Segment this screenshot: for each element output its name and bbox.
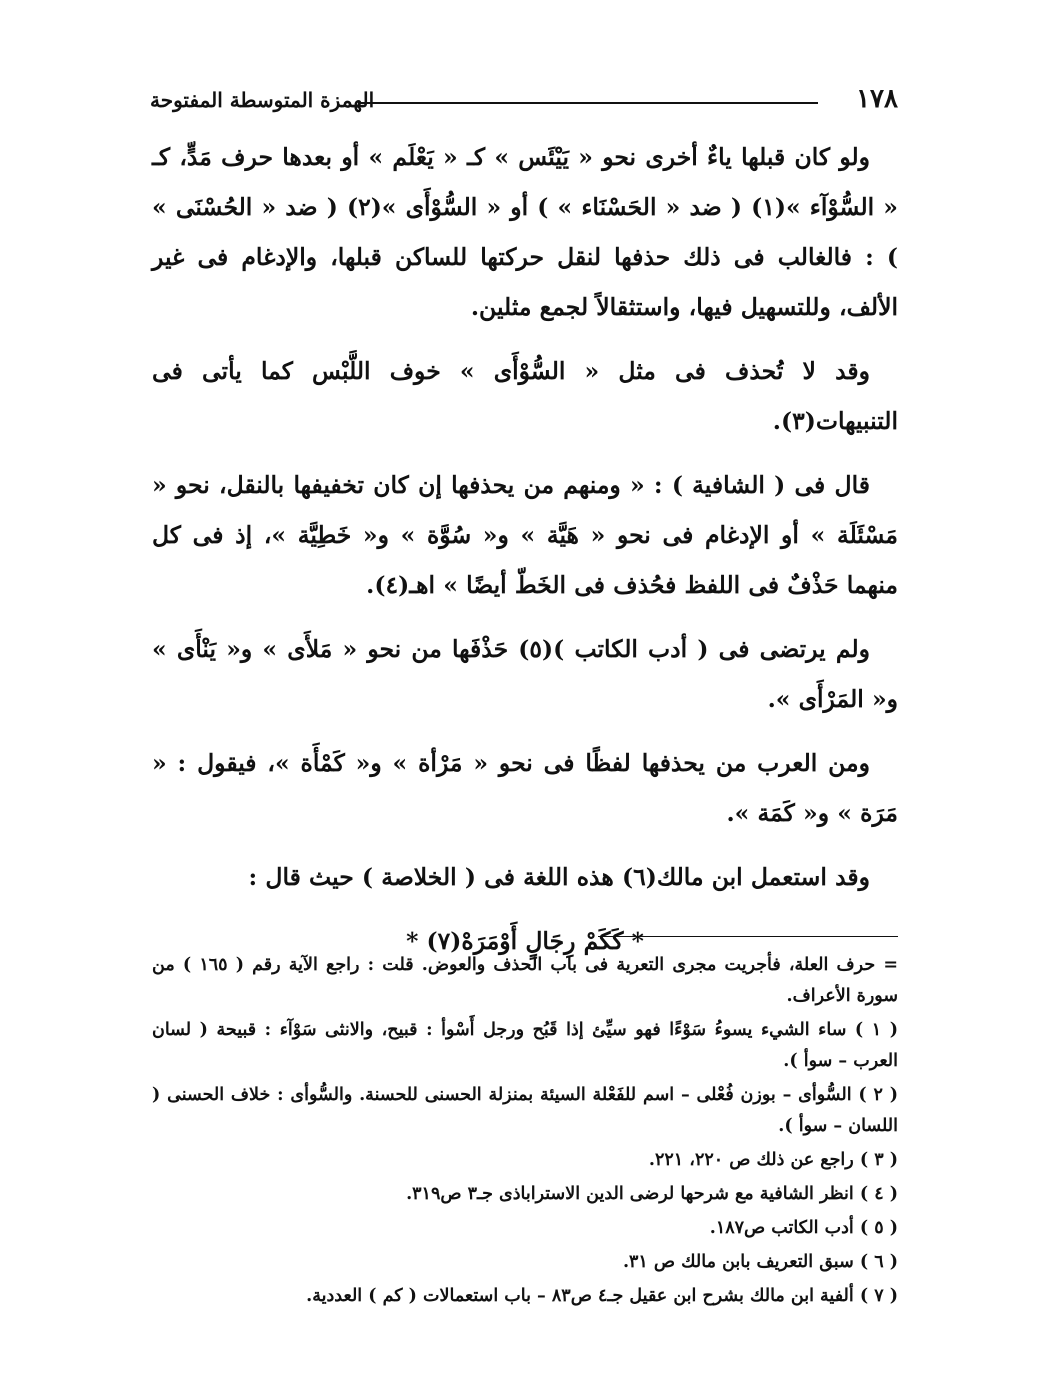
header-rule: [358, 102, 818, 104]
verse-quote: * كَكَمْ رِجَالٍ أَوْمَرَهْ(٧) *: [406, 927, 644, 955]
footnote-1: [152, 1015, 898, 1077]
footnote-text: ( ٦ ) سبق التعريف بابن مالك ص ٣١.: [622, 1252, 898, 1272]
paragraph: وقد لا تُحذف فى مثل « السُّوْأَى » خوف اللَّبْس كما يأتى فى التنبيهات(٣).: [152, 357, 898, 435]
footnote-2: [152, 1080, 898, 1142]
running-header: [150, 84, 898, 120]
footnote-text: = حرف العلة، فأجريت مجرى التعرية فى باب الحذف والعوض. قلت : راجع الآية رقم ( ١٦٥ ) من سورة الأعراف.: [152, 955, 898, 1006]
footnote-text: ( ٧ ) ألفية ابن مالك بشرح ابن عقيل جـ٤ ص٨٣ – باب استعمالات ( كم ) العددية.: [306, 1286, 898, 1306]
paragraph: ولم يرتضى فى ( أدب الكاتب )(٥) حَذْفَها من نحو « مَلأَى » و« يَنْأَى » و« المَرْأَى ».: [152, 635, 898, 713]
footnote-3: [152, 1145, 898, 1176]
footnote-text: ( ١ ) ساء الشيء يسوءُ سَوْءًا فهو سيِّئ إذا قَبُح ورجل أَسْوأ : قبيح، والانثى سَوْآء : قبيحة ( لسان العرب – سوأ ).: [152, 1020, 899, 1071]
footnote-continuation: [152, 950, 898, 1012]
footnote-6: [152, 1247, 898, 1278]
running-title: الهمزة المتوسطة المفتوحة: [150, 88, 375, 112]
footnote-text: ( ٤ ) انظر الشافية مع شرحها لرضى الدين الاستراباذى جـ٣ ص٣١٩.: [406, 1184, 898, 1204]
footnote-7: [152, 1281, 898, 1312]
page-number: ١٧٨: [856, 84, 898, 114]
footnote-text: ( ٣ ) راجع عن ذلك ص ٢٢٠، ٢٢١.: [648, 1150, 898, 1170]
footnote-5: [152, 1213, 898, 1244]
paragraph: قال فى ( الشافية ) : « ومنهم من يحذفها إن كان تخفيفها بالنقل، نحو « مَسْئَلَة » أو الإدغام فى نحو « هَيَّة » و« سُوَّة » و« خَطِيَّة »، إذ فى كل منهما حَذْفٌ فى اللفظ فحُذف فى الخَطّ أيضًا » اهـ(٤).: [152, 471, 898, 599]
main-text: [152, 132, 898, 980]
footnotes: [152, 950, 898, 1315]
paragraph: وقد استعمل ابن مالك(٦) هذه اللغة فى ( الخلاصة ) حيث قال :: [248, 863, 870, 891]
footnote-separator: [598, 936, 898, 937]
footnote-text: ( ٥ ) أدب الكاتب ص١٨٧.: [709, 1218, 898, 1238]
footnote-text: ( ٢ ) السُّوأى – بوزن فُعْلى – اسم للفَعْلة السيئة بمنزلة الحسنى للحسنة. والسُّوأى : خلاف الحسنى ( اللسان – سوأ ).: [152, 1085, 898, 1136]
footnote-4: [152, 1179, 898, 1210]
paragraph: ومن العرب من يحذفها لفظًا فى نحو « مَرْأة » و« كَمْأَة »، فيقول : « مَرَة » و« كَمَة ».: [152, 749, 898, 827]
paragraph: ولو كان قبلها ياءٌ أخرى نحو « يَيْئَس » كـ « يَعْلَم » أو بعدها حرف مَدٍّ، كـ « السُّوْآء »(١) ( ضد « الحَسْنَاء » ) أو « السُّوْأَى »(٢) ( ضد « الحُسْنَى » ) : فالغالب فى ذلك حذفها لنقل حركتها للساكن قبلها، والإدغام فى غير الألف، وللتسهيل فيها، واستثقالاً لجمع مثلين.: [152, 143, 898, 321]
